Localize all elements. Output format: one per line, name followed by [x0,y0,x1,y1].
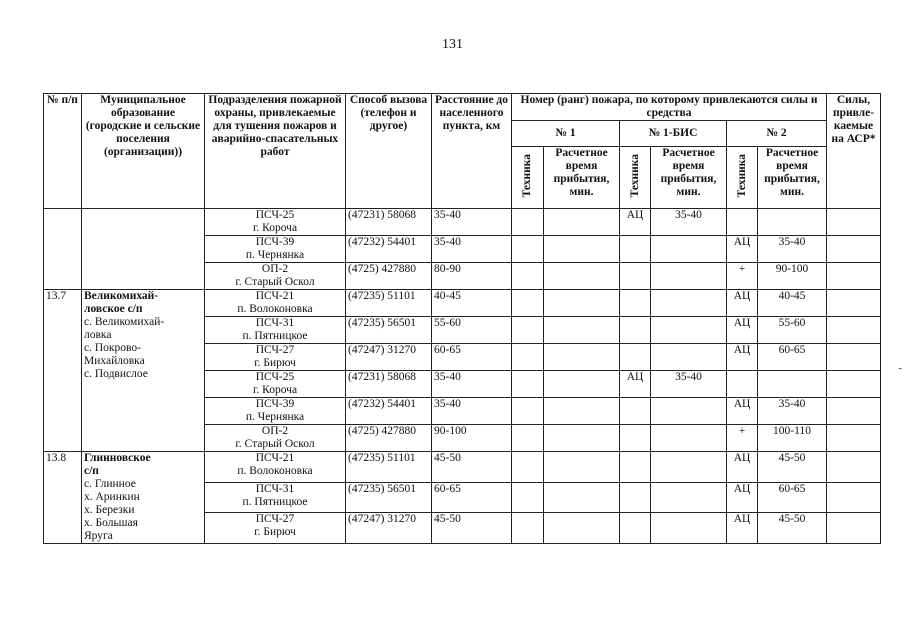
unit-place: п. Волоконовка [237,303,313,315]
rank1-equipment-cell [512,317,544,344]
unit-name: ПСЧ-39 [255,398,295,410]
unit-name: ПСЧ-31 [255,482,295,495]
distance-cell: 60-65 [432,344,512,371]
unit-place: г. Бирюч [254,357,296,369]
rank1bis-eta-cell: 35-40 [651,209,727,236]
unit-cell [205,236,346,263]
unit-place: г. Бирюч [254,526,296,539]
rank1bis-eta-cell [651,344,727,371]
unit-cell [205,371,346,398]
distance-cell: 35-40 [432,236,512,263]
rank1bis-equipment-cell [620,452,651,483]
unit-name: ПСЧ-21 [255,290,295,302]
rank1-equipment-cell [512,452,544,483]
unit-name: ПСЧ-25 [255,209,295,221]
unit-place: г. Короча [252,384,298,396]
municipality-cell [82,209,205,290]
unit-name: ОП-2 [261,263,289,275]
municipality-line: с/п [84,465,99,477]
rank1-eta-cell [544,482,620,513]
table-row [44,209,881,236]
municipality-line: Михайловка [84,355,145,367]
rank1-equipment-cell [512,290,544,317]
rank1-eta-cell [544,371,620,398]
rank1bis-equipment-cell [620,398,651,425]
header-rank-2: № 2 [727,121,827,147]
municipality-line: ловское с/п [84,303,143,315]
phone-cell: (4725) 427880 [346,263,432,290]
rank2-equipment-cell [727,371,758,398]
group-num: 13.7 [44,290,82,452]
header-asr: Силы, привле-каемые на АСР* [827,94,881,209]
unit-place: п. Чернянка [245,411,305,423]
rank2-equipment-cell: АЦ [727,398,758,425]
header-eta-2: Расчетное время прибытия, мин. [758,147,827,209]
rank2-equipment-cell: АЦ [727,290,758,317]
rank1-eta-cell [544,209,620,236]
distance-cell: 90-100 [432,425,512,452]
distance-cell: 35-40 [432,209,512,236]
distance-cell: 40-45 [432,290,512,317]
asr-cell [827,371,881,398]
rank1bis-eta-cell [651,398,727,425]
rank2-equipment-cell: + [727,263,758,290]
unit-cell [205,290,346,317]
rank1-eta-cell [544,344,620,371]
asr-cell [827,398,881,425]
distance-cell: 60-65 [432,482,512,513]
rank1-equipment-cell [512,263,544,290]
unit-name: ПСЧ-21 [255,452,295,464]
page-number: 131 [442,37,463,52]
phone-cell: (47232) 54401 [346,398,432,425]
header-distance: Расстояние до населенного пункта, км [432,94,512,209]
rank2-equipment-cell: АЦ [727,482,758,513]
rank1-eta-cell [544,263,620,290]
unit-place: г. Короча [252,222,298,234]
unit-name: ПСЧ-25 [255,371,295,383]
rank1-equipment-cell [512,425,544,452]
table-row [44,452,881,483]
group-municipality [82,290,205,452]
unit-place: п. Пятницкое [242,495,308,508]
rank1bis-equipment-cell [620,263,651,290]
rank1bis-equipment-cell [620,513,651,544]
unit-cell [205,482,346,513]
asr-cell [827,513,881,544]
rank1-equipment-cell [512,482,544,513]
unit-name: ПСЧ-27 [255,513,295,526]
rank1-eta-cell [544,236,620,263]
municipality-line: Глинновское [84,452,151,464]
rank1-equipment-cell [512,344,544,371]
distance-cell: 35-40 [432,398,512,425]
municipality-line: ловка [84,329,112,341]
rank1bis-equipment-cell [620,317,651,344]
rank2-eta-cell: 55-60 [758,317,827,344]
municipality-line: х. Большая [84,517,138,529]
rank2-equipment-cell: + [727,425,758,452]
phone-cell: (47235) 56501 [346,482,432,513]
asr-cell [827,482,881,513]
unit-cell [205,425,346,452]
group-num: 13.8 [44,452,82,544]
phone-cell: (4725) 427880 [346,425,432,452]
rank1-equipment-cell [512,371,544,398]
municipality-line: с. Подвислое [84,368,148,380]
phone-cell: (47247) 31270 [346,513,432,544]
unit-name: ПСЧ-31 [255,317,295,329]
margin-mark: - [898,362,902,374]
unit-cell [205,263,346,290]
header-equipment-2: Техника [727,147,758,209]
distance-cell: 80-90 [432,263,512,290]
rank2-eta-cell: 40-45 [758,290,827,317]
rank1-eta-cell [544,425,620,452]
table-row [44,290,881,317]
rank1bis-eta-cell [651,263,727,290]
distance-cell: 45-50 [432,452,512,483]
rank1bis-equipment-cell [620,236,651,263]
unit-cell [205,317,346,344]
unit-cell [205,209,346,236]
asr-cell [827,344,881,371]
unit-name: ПСЧ-39 [255,236,295,248]
rank2-eta-cell: 35-40 [758,236,827,263]
unit-place: г. Старый Оскол [235,276,315,288]
phone-cell: (47235) 51101 [346,290,432,317]
unit-cell [205,452,346,483]
rank2-equipment-cell: АЦ [727,452,758,483]
municipality-line: Яруга [84,530,113,542]
unit-name: ОП-2 [261,425,289,437]
asr-cell [827,452,881,483]
phone-cell: (47232) 54401 [346,236,432,263]
rank1bis-equipment-cell: АЦ [620,209,651,236]
header-eta-1bis: Расчетное время прибытия, мин. [651,147,727,209]
unit-name: ПСЧ-27 [255,344,295,356]
unit-cell [205,398,346,425]
rank1-eta-cell [544,290,620,317]
row-num-cell [44,209,82,290]
rank2-equipment-cell: АЦ [727,513,758,544]
header-fire-number: Номер (ранг) пожара, по которому привлекаются силы и средства [512,94,827,121]
unit-place: п. Пятницкое [242,330,308,342]
rank1-eta-cell [544,398,620,425]
rank2-equipment-cell: АЦ [727,344,758,371]
rank2-eta-cell: 90-100 [758,263,827,290]
phone-cell: (47231) 58068 [346,371,432,398]
unit-cell [205,344,346,371]
asr-cell [827,263,881,290]
rank2-eta-cell: 60-65 [758,482,827,513]
unit-place: г. Старый Оскол [235,438,315,450]
rank2-equipment-cell [727,209,758,236]
rank1bis-eta-cell [651,513,727,544]
asr-cell [827,425,881,452]
asr-cell [827,317,881,344]
municipality-line: с. Покрово- [84,342,141,354]
municipality-line: с. Великомихай- [84,316,165,328]
rank1-equipment-cell [512,236,544,263]
rank2-eta-cell: 45-50 [758,452,827,483]
rank1bis-eta-cell [651,290,727,317]
rank2-equipment-cell: АЦ [727,317,758,344]
municipality-line: с. Глинное [84,478,136,490]
rank1bis-eta-cell [651,425,727,452]
header-rank-1bis: № 1-БИС [620,121,727,147]
distance-cell: 55-60 [432,317,512,344]
asr-cell [827,236,881,263]
distance-cell: 35-40 [432,371,512,398]
distance-cell: 45-50 [432,513,512,544]
asr-cell [827,290,881,317]
unit-place: п. Чернянка [245,249,305,261]
rank1-eta-cell [544,513,620,544]
rank2-eta-cell [758,209,827,236]
phone-cell: (47235) 56501 [346,317,432,344]
rank1bis-equipment-cell [620,425,651,452]
header-call-method: Способ вызова (телефон и другое) [346,94,432,209]
header-eta-1: Расчетное время прибытия, мин. [544,147,620,209]
rank2-eta-cell: 35-40 [758,398,827,425]
rank1-equipment-cell [512,513,544,544]
rank2-eta-cell: 60-65 [758,344,827,371]
rank1bis-eta-cell: 35-40 [651,371,727,398]
rank2-eta-cell [758,371,827,398]
phone-cell: (47231) 58068 [346,209,432,236]
municipality-line: х. Аринкин [84,491,140,503]
rank1-equipment-cell [512,209,544,236]
unit-cell [205,513,346,544]
header-equipment-1bis: Техника [620,147,651,209]
unit-place: п. Волоконовка [237,465,313,477]
header-municipality: Муниципальное образование (городские и сельские поселения (организации)) [82,94,205,209]
fire-forces-table [43,93,881,544]
rank1bis-eta-cell [651,317,727,344]
phone-cell: (47247) 31270 [346,344,432,371]
municipality-line: х. Березки [84,504,135,516]
header-units: Подразделения пожарной охраны, привлекаемые для тушения пожаров и аварийно-спасательных работ [205,94,346,209]
municipality-line: Великомихай- [84,290,159,302]
rank2-equipment-cell: АЦ [727,236,758,263]
rank1bis-equipment-cell [620,344,651,371]
asr-cell [827,209,881,236]
group-municipality [82,452,205,544]
rank1bis-equipment-cell [620,482,651,513]
rank1bis-equipment-cell: АЦ [620,371,651,398]
rank1bis-equipment-cell [620,290,651,317]
rank1-equipment-cell [512,398,544,425]
rank1bis-eta-cell [651,236,727,263]
header-num: № п/п [44,94,82,209]
rank1bis-eta-cell [651,452,727,483]
rank1bis-eta-cell [651,482,727,513]
header-rank-1: № 1 [512,121,620,147]
rank2-eta-cell: 100-110 [758,425,827,452]
header-equipment-1: Техника [512,147,544,209]
rank2-eta-cell: 45-50 [758,513,827,544]
rank1-eta-cell [544,452,620,483]
rank1-eta-cell [544,317,620,344]
phone-cell: (47235) 51101 [346,452,432,483]
